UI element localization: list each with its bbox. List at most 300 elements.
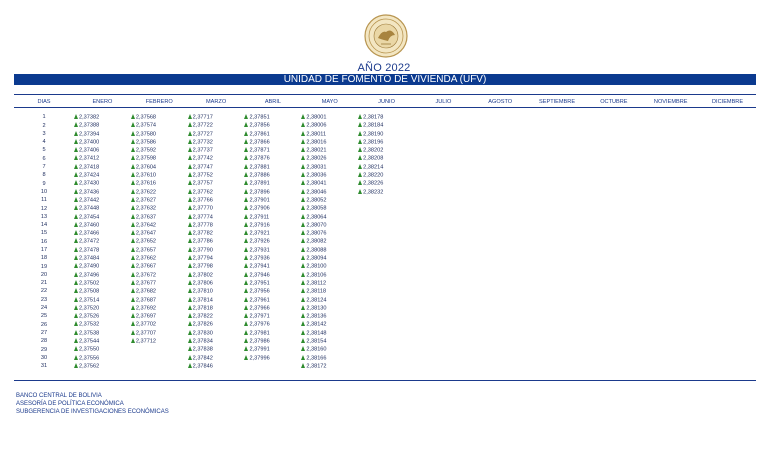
ufv-cell-junio bbox=[358, 222, 415, 230]
table-row bbox=[14, 263, 756, 271]
ufv-value: 2,37400 bbox=[79, 139, 100, 146]
ufv-cell-julio bbox=[415, 114, 472, 122]
ufv-value: 2,37490 bbox=[79, 263, 100, 270]
ufv-value: 2,38142 bbox=[306, 321, 327, 328]
day-number: 29 bbox=[40, 346, 48, 353]
ufv-value: 2,37916 bbox=[249, 222, 270, 229]
ufv-cell-julio bbox=[415, 338, 472, 346]
ufv-value: 2,38041 bbox=[306, 180, 327, 187]
table-row bbox=[14, 155, 756, 163]
ufv-cell-marzo bbox=[188, 131, 245, 139]
green-up-arrow-icon bbox=[244, 313, 248, 318]
ufv-cell-julio bbox=[415, 139, 472, 147]
ufv-cell-enero bbox=[74, 114, 131, 122]
green-up-arrow-icon bbox=[358, 139, 362, 144]
day-number: 2 bbox=[42, 122, 46, 129]
ufv-cell-abril bbox=[244, 313, 301, 321]
ufv-cell-diciembre bbox=[699, 238, 756, 246]
ufv-cell-abril bbox=[244, 205, 301, 213]
ufv-cell-junio bbox=[358, 172, 415, 180]
ufv-cell-junio bbox=[358, 330, 415, 338]
ufv-value: 2,37774 bbox=[192, 214, 213, 221]
ufv-cell-diciembre bbox=[699, 297, 756, 305]
green-up-arrow-icon bbox=[131, 321, 135, 326]
day-number: 13 bbox=[40, 213, 48, 220]
ufv-cell-octubre bbox=[585, 255, 642, 263]
ufv-cell-abril bbox=[244, 338, 301, 346]
ufv-cell-junio bbox=[358, 263, 415, 271]
ufv-value: 2,37637 bbox=[135, 214, 157, 221]
ufv-cell-junio bbox=[358, 238, 415, 246]
green-up-arrow-icon bbox=[244, 222, 248, 227]
ufv-cell-noviembre bbox=[642, 139, 699, 147]
ufv-cell-julio bbox=[415, 180, 472, 188]
ufv-cell-noviembre bbox=[642, 363, 699, 371]
ufv-cell-mayo bbox=[301, 238, 358, 246]
green-up-arrow-icon bbox=[244, 155, 248, 160]
green-up-arrow-icon bbox=[301, 230, 305, 235]
ufv-cell-enero bbox=[74, 272, 131, 280]
green-up-arrow-icon bbox=[301, 122, 305, 127]
ufv-cell-octubre bbox=[585, 139, 642, 147]
col-header-enero: ENERO bbox=[92, 98, 113, 105]
green-up-arrow-icon bbox=[188, 122, 192, 127]
ufv-value: 2,37846 bbox=[192, 363, 213, 370]
green-up-arrow-icon bbox=[301, 355, 305, 360]
ufv-cell-diciembre bbox=[699, 305, 756, 313]
header-top-rule bbox=[14, 94, 756, 95]
ufv-cell-marzo bbox=[188, 205, 245, 213]
ufv-cell-noviembre bbox=[642, 247, 699, 255]
ufv-value: 2,38094 bbox=[306, 255, 327, 262]
ufv-cell-junio bbox=[358, 272, 415, 280]
green-up-arrow-icon bbox=[131, 247, 135, 252]
ufv-value: 2,37826 bbox=[192, 321, 213, 328]
ufv-cell-febrero bbox=[131, 114, 188, 122]
ufv-cell-junio bbox=[358, 214, 415, 222]
ufv-cell-agosto bbox=[472, 346, 529, 354]
ufv-value: 2,38166 bbox=[306, 355, 327, 362]
ufv-cell-febrero bbox=[131, 189, 188, 197]
ufv-cell-julio bbox=[415, 230, 472, 238]
green-up-arrow-icon bbox=[131, 330, 135, 335]
green-up-arrow-icon bbox=[301, 255, 305, 260]
ufv-cell-noviembre bbox=[642, 355, 699, 363]
table-row bbox=[14, 197, 756, 205]
ufv-value: 2,38082 bbox=[306, 238, 327, 245]
ufv-cell-marzo bbox=[188, 338, 245, 346]
ufv-cell-agosto bbox=[472, 230, 529, 238]
green-up-arrow-icon bbox=[301, 139, 305, 144]
day-number: 21 bbox=[40, 280, 48, 287]
ufv-value: 2,38016 bbox=[306, 139, 327, 146]
green-up-arrow-icon bbox=[188, 114, 192, 119]
ufv-value: 2,37727 bbox=[192, 131, 213, 138]
ufv-value: 2,37747 bbox=[192, 164, 213, 171]
ufv-cell-mayo bbox=[301, 139, 358, 147]
ufv-value: 2,37520 bbox=[79, 305, 100, 312]
ufv-cell-julio bbox=[415, 205, 472, 213]
day-number: 24 bbox=[40, 305, 48, 312]
ufv-cell-noviembre bbox=[642, 313, 699, 321]
ufv-cell-abril bbox=[244, 321, 301, 329]
green-up-arrow-icon bbox=[188, 338, 192, 343]
ufv-value: 2,37926 bbox=[249, 238, 270, 245]
ufv-cell-febrero bbox=[131, 263, 188, 271]
ufv-value: 2,37532 bbox=[79, 321, 100, 328]
ufv-value: 2,38184 bbox=[363, 122, 384, 129]
ufv-value: 2,37766 bbox=[192, 197, 213, 204]
ufv-cell-mayo bbox=[301, 288, 358, 296]
green-up-arrow-icon bbox=[74, 330, 78, 335]
ufv-value: 2,38136 bbox=[306, 313, 327, 320]
ufv-value: 2,37436 bbox=[79, 189, 100, 196]
green-up-arrow-icon bbox=[188, 205, 192, 210]
day-number: 4 bbox=[42, 139, 46, 146]
ufv-cell-enero bbox=[74, 321, 131, 329]
ufv-value: 2,37586 bbox=[135, 139, 157, 146]
ufv-cell-junio bbox=[358, 230, 415, 238]
ufv-cell-febrero bbox=[131, 164, 188, 172]
green-up-arrow-icon bbox=[188, 230, 192, 235]
ufv-cell-marzo bbox=[188, 313, 245, 321]
ufv-value: 2,38070 bbox=[306, 222, 327, 229]
day-number: 22 bbox=[40, 288, 48, 295]
ufv-cell-marzo bbox=[188, 346, 245, 354]
ufv-cell-julio bbox=[415, 288, 472, 296]
ufv-cell-febrero bbox=[131, 346, 188, 354]
green-up-arrow-icon bbox=[244, 180, 248, 185]
ufv-cell-febrero bbox=[131, 180, 188, 188]
day-number: 18 bbox=[40, 255, 48, 262]
green-up-arrow-icon bbox=[74, 147, 78, 152]
ufv-cell-enero bbox=[74, 247, 131, 255]
ufv-cell-noviembre bbox=[642, 205, 699, 213]
year-title: AÑO 2022 bbox=[357, 62, 411, 74]
green-up-arrow-icon bbox=[244, 321, 248, 326]
table-row bbox=[14, 238, 756, 246]
ufv-cell-junio bbox=[358, 255, 415, 263]
ufv-cell-febrero bbox=[131, 131, 188, 139]
table-row bbox=[14, 114, 756, 122]
green-up-arrow-icon bbox=[188, 139, 192, 144]
ufv-cell-enero bbox=[74, 147, 131, 155]
ufv-value: 2,37981 bbox=[249, 330, 270, 337]
ufv-cell-enero bbox=[74, 346, 131, 354]
ufv-cell-julio bbox=[415, 363, 472, 371]
ufv-cell-abril bbox=[244, 255, 301, 263]
ufv-cell-agosto bbox=[472, 313, 529, 321]
ufv-cell-mayo bbox=[301, 180, 358, 188]
ufv-value: 2,37906 bbox=[249, 205, 270, 212]
ufv-cell-junio bbox=[358, 164, 415, 172]
ufv-cell-abril bbox=[244, 131, 301, 139]
table-row bbox=[14, 205, 756, 213]
table-row bbox=[14, 180, 756, 188]
day-number: 3 bbox=[42, 130, 46, 137]
ufv-value: 2,37732 bbox=[192, 139, 213, 146]
ufv-cell-noviembre bbox=[642, 280, 699, 288]
green-up-arrow-icon bbox=[244, 272, 248, 277]
ufv-cell-enero bbox=[74, 263, 131, 271]
ufv-value: 2,37632 bbox=[135, 205, 157, 212]
green-up-arrow-icon bbox=[244, 214, 248, 219]
ufv-cell-febrero bbox=[131, 280, 188, 288]
ufv-value: 2,37737 bbox=[192, 147, 213, 154]
green-up-arrow-icon bbox=[188, 189, 192, 194]
col-header-agosto: AGOSTO bbox=[488, 98, 513, 105]
col-header-noviembre: NOVIEMBRE bbox=[653, 98, 688, 105]
ufv-value: 2,37830 bbox=[192, 330, 213, 337]
ufv-cell-octubre bbox=[585, 205, 642, 213]
ufv-cell-diciembre bbox=[699, 197, 756, 205]
green-up-arrow-icon bbox=[301, 330, 305, 335]
ufv-cell-febrero bbox=[131, 363, 188, 371]
ufv-cell-julio bbox=[415, 131, 472, 139]
ufv-cell-julio bbox=[415, 305, 472, 313]
ufv-value: 2,37986 bbox=[249, 338, 270, 345]
ufv-cell-abril bbox=[244, 280, 301, 288]
green-up-arrow-icon bbox=[74, 321, 78, 326]
col-header-febrero: FEBRERO bbox=[145, 98, 173, 105]
ufv-cell-febrero bbox=[131, 247, 188, 255]
ufv-cell-octubre bbox=[585, 305, 642, 313]
ufv-cell-julio bbox=[415, 346, 472, 354]
green-up-arrow-icon bbox=[188, 313, 192, 318]
ufv-value: 2,37951 bbox=[249, 280, 270, 287]
day-number: 6 bbox=[42, 155, 46, 162]
ufv-cell-marzo bbox=[188, 238, 245, 246]
ufv-cell-agosto bbox=[472, 247, 529, 255]
green-up-arrow-icon bbox=[244, 164, 248, 169]
col-header-dias: DIAS bbox=[37, 98, 51, 105]
green-up-arrow-icon bbox=[244, 263, 248, 268]
ufv-value: 2,37996 bbox=[249, 355, 270, 362]
ufv-cell-febrero bbox=[131, 305, 188, 313]
ufv-cell-febrero bbox=[131, 205, 188, 213]
green-up-arrow-icon bbox=[188, 297, 192, 302]
ufv-value: 2,38178 bbox=[363, 114, 384, 121]
col-header-junio: JUNIO bbox=[378, 98, 395, 105]
ufv-cell-agosto bbox=[472, 197, 529, 205]
green-up-arrow-icon bbox=[74, 338, 78, 343]
green-up-arrow-icon bbox=[74, 131, 78, 136]
green-up-arrow-icon bbox=[188, 288, 192, 293]
ufv-value: 2,38100 bbox=[306, 263, 327, 270]
green-up-arrow-icon bbox=[131, 297, 135, 302]
green-up-arrow-icon bbox=[131, 313, 135, 318]
green-up-arrow-icon bbox=[74, 263, 78, 268]
ufv-cell-mayo bbox=[301, 247, 358, 255]
green-up-arrow-icon bbox=[301, 238, 305, 243]
ufv-cell-septiembre bbox=[529, 238, 586, 246]
ufv-cell-junio bbox=[358, 205, 415, 213]
day-number: 30 bbox=[40, 354, 48, 361]
col-header-julio: JULIO bbox=[435, 98, 452, 105]
ufv-value: 2,37460 bbox=[79, 222, 100, 229]
green-up-arrow-icon bbox=[131, 114, 135, 119]
ufv-value: 2,37717 bbox=[192, 114, 213, 121]
ufv-value: 2,38021 bbox=[306, 147, 327, 154]
ufv-cell-marzo bbox=[188, 180, 245, 188]
col-header-octubre: OCTUBRE bbox=[600, 98, 628, 105]
green-up-arrow-icon bbox=[244, 230, 248, 235]
ufv-value: 2,37667 bbox=[135, 263, 157, 270]
green-up-arrow-icon bbox=[74, 280, 78, 285]
footer-institution: BANCO CENTRAL DE BOLIVIA bbox=[16, 393, 102, 399]
ufv-cell-abril bbox=[244, 305, 301, 313]
ufv-cell-enero bbox=[74, 338, 131, 346]
ufv-value: 2,37896 bbox=[249, 189, 270, 196]
table-row bbox=[14, 346, 756, 354]
ufv-cell-septiembre bbox=[529, 197, 586, 205]
ufv-cell-septiembre bbox=[529, 205, 586, 213]
green-up-arrow-icon bbox=[301, 346, 305, 351]
ufv-cell-enero bbox=[74, 197, 131, 205]
green-up-arrow-icon bbox=[244, 131, 248, 136]
ufv-value: 2,37891 bbox=[249, 180, 270, 187]
ufv-cell-agosto bbox=[472, 189, 529, 197]
ufv-cell-octubre bbox=[585, 172, 642, 180]
ufv-cell-junio bbox=[358, 288, 415, 296]
ufv-cell-julio bbox=[415, 222, 472, 230]
ufv-cell-marzo bbox=[188, 222, 245, 230]
ufv-value: 2,37448 bbox=[79, 205, 100, 212]
day-number: 1 bbox=[42, 114, 46, 121]
ufv-cell-octubre bbox=[585, 297, 642, 305]
green-up-arrow-icon bbox=[131, 263, 135, 268]
ufv-value: 2,37662 bbox=[135, 255, 157, 262]
green-up-arrow-icon bbox=[74, 139, 78, 144]
ufv-value: 2,37778 bbox=[192, 222, 213, 229]
table-row bbox=[14, 363, 756, 371]
ufv-value: 2,38202 bbox=[363, 147, 384, 154]
ufv-cell-marzo bbox=[188, 272, 245, 280]
green-up-arrow-icon bbox=[74, 238, 78, 243]
ufv-cell-enero bbox=[74, 131, 131, 139]
day-number: 19 bbox=[40, 263, 48, 270]
ufv-cell-noviembre bbox=[642, 346, 699, 354]
ufv-cell-enero bbox=[74, 288, 131, 296]
ufv-cell-marzo bbox=[188, 297, 245, 305]
ufv-value: 2,37406 bbox=[79, 147, 100, 154]
ufv-value: 2,37936 bbox=[249, 255, 270, 262]
day-number: 23 bbox=[40, 296, 48, 303]
footer bbox=[16, 392, 169, 416]
ufv-cell-noviembre bbox=[642, 272, 699, 280]
green-up-arrow-icon bbox=[74, 222, 78, 227]
ufv-cell-abril bbox=[244, 330, 301, 338]
ufv-cell-enero bbox=[74, 180, 131, 188]
ufv-cell-octubre bbox=[585, 164, 642, 172]
ufv-cell-enero bbox=[74, 255, 131, 263]
ufv-cell-abril bbox=[244, 155, 301, 163]
day-number: 10 bbox=[40, 188, 48, 195]
ufv-cell-abril bbox=[244, 238, 301, 246]
ufv-cell-septiembre bbox=[529, 321, 586, 329]
ufv-value: 2,37514 bbox=[79, 297, 100, 304]
green-up-arrow-icon bbox=[74, 205, 78, 210]
ufv-value: 2,38031 bbox=[306, 164, 327, 171]
table-row bbox=[14, 230, 756, 238]
ufv-value: 2,37454 bbox=[79, 214, 100, 221]
ufv-cell-diciembre bbox=[699, 363, 756, 371]
ufv-cell-septiembre bbox=[529, 139, 586, 147]
day-number: 20 bbox=[40, 271, 48, 278]
ufv-value: 2,37757 bbox=[192, 180, 213, 187]
green-up-arrow-icon bbox=[301, 321, 305, 326]
green-up-arrow-icon bbox=[131, 230, 135, 235]
ufv-cell-marzo bbox=[188, 164, 245, 172]
day-number: 8 bbox=[42, 172, 46, 179]
table-row bbox=[14, 172, 756, 180]
ufv-cell-abril bbox=[244, 263, 301, 271]
ufv-value: 2,38124 bbox=[306, 297, 327, 304]
ufv-cell-mayo bbox=[301, 222, 358, 230]
ufv-cell-noviembre bbox=[642, 222, 699, 230]
green-up-arrow-icon bbox=[131, 205, 135, 210]
ufv-cell-junio bbox=[358, 313, 415, 321]
ufv-cell-abril bbox=[244, 189, 301, 197]
green-up-arrow-icon bbox=[188, 363, 192, 368]
ufv-cell-julio bbox=[415, 247, 472, 255]
ufv-cell-enero bbox=[74, 280, 131, 288]
ufv-cell-junio bbox=[358, 338, 415, 346]
ufv-cell-noviembre bbox=[642, 155, 699, 163]
ufv-cell-febrero bbox=[131, 313, 188, 321]
green-up-arrow-icon bbox=[244, 297, 248, 302]
ufv-value: 2,37502 bbox=[79, 280, 100, 287]
ufv-value: 2,37770 bbox=[192, 205, 213, 212]
green-up-arrow-icon bbox=[244, 147, 248, 152]
ufv-cell-septiembre bbox=[529, 363, 586, 371]
green-up-arrow-icon bbox=[74, 180, 78, 185]
ufv-cell-octubre bbox=[585, 180, 642, 188]
ufv-value: 2,38052 bbox=[306, 197, 327, 204]
green-up-arrow-icon bbox=[74, 346, 78, 351]
green-up-arrow-icon bbox=[74, 363, 78, 368]
ufv-cell-mayo bbox=[301, 272, 358, 280]
ufv-value: 2,37794 bbox=[192, 255, 213, 262]
table-row bbox=[14, 297, 756, 305]
green-up-arrow-icon bbox=[74, 272, 78, 277]
ufv-cell-noviembre bbox=[642, 230, 699, 238]
green-up-arrow-icon bbox=[188, 272, 192, 277]
col-header-diciembre: DICIEMBRE bbox=[712, 98, 744, 105]
ufv-cell-mayo bbox=[301, 205, 358, 213]
ufv-value: 2,38154 bbox=[306, 338, 327, 345]
green-up-arrow-icon bbox=[74, 197, 78, 202]
ufv-cell-mayo bbox=[301, 363, 358, 371]
green-up-arrow-icon bbox=[301, 305, 305, 310]
ufv-cell-mayo bbox=[301, 297, 358, 305]
table-row bbox=[14, 288, 756, 296]
ufv-cell-marzo bbox=[188, 189, 245, 197]
day-number: 26 bbox=[40, 321, 48, 328]
ufv-cell-junio bbox=[358, 297, 415, 305]
green-up-arrow-icon bbox=[131, 172, 135, 177]
ufv-value: 2,38208 bbox=[363, 155, 384, 162]
ufv-cell-abril bbox=[244, 363, 301, 371]
green-up-arrow-icon bbox=[358, 147, 362, 152]
ufv-cell-diciembre bbox=[699, 139, 756, 147]
ufv-value: 2,38001 bbox=[306, 114, 327, 121]
table-row bbox=[14, 355, 756, 363]
day-number: 17 bbox=[40, 247, 48, 253]
ufv-cell-febrero bbox=[131, 355, 188, 363]
ufv-cell-julio bbox=[415, 355, 472, 363]
ufv-value: 2,38232 bbox=[363, 189, 384, 196]
